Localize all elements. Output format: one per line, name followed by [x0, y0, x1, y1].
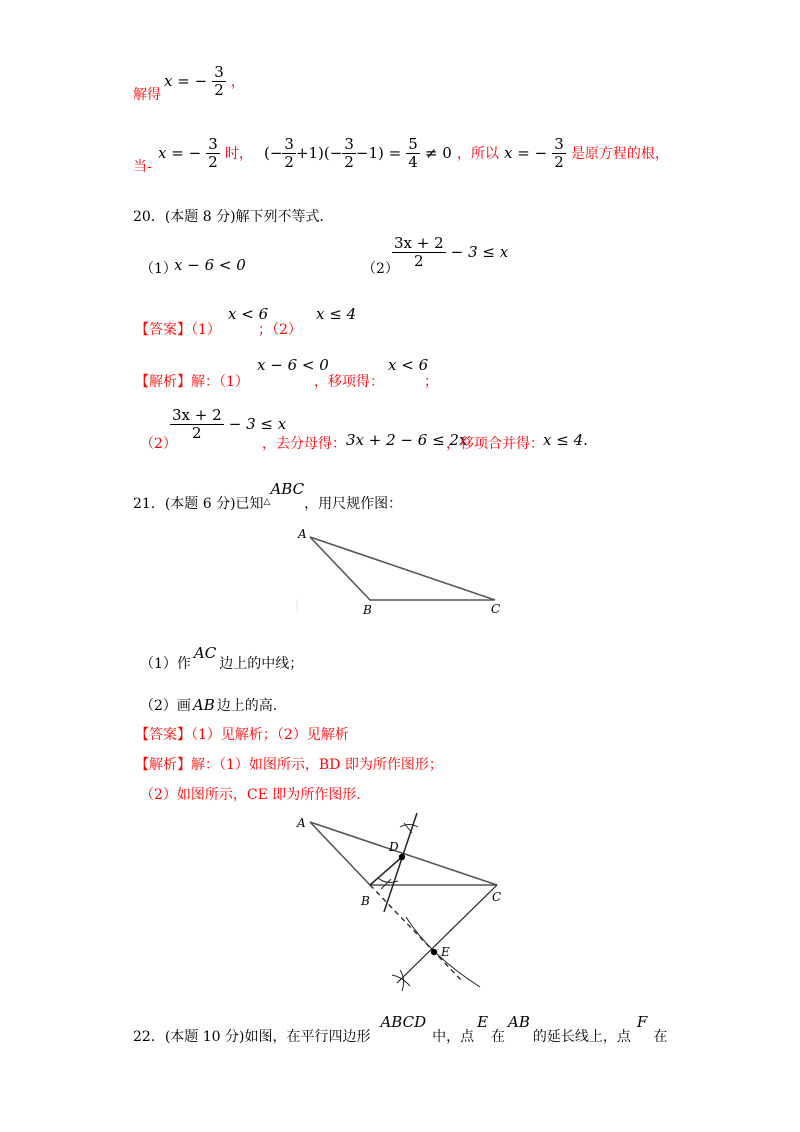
q20-eq-b: x ≤ 4.: [543, 431, 588, 449]
arc-mark-top: [400, 825, 418, 828]
label-b: B: [361, 894, 370, 908]
q20-semicolon: ；: [424, 374, 438, 390]
q20-step-b: ，移项合并得：: [446, 436, 544, 452]
q21-answer: 【答案】（1）见解析；（2）见解析: [135, 727, 349, 743]
when-label: 当-: [133, 159, 152, 175]
q20-part1-label: （1）: [140, 261, 177, 277]
label-e: E: [441, 945, 450, 959]
point-e: [431, 949, 437, 955]
label-a: A: [297, 816, 306, 830]
q21-heading: 21．(本题 6 分)已知△ABC，用尺规作图：: [133, 480, 403, 512]
q20-analysis-fraction: $\frac{3x + 2}{2}$ − 3 ≤ x: [172, 406, 287, 442]
q21-part1: （1）作AC边上的中线；: [140, 644, 304, 672]
q20-analysis-tag: 【解析】解：（1）: [135, 374, 249, 390]
solution-expression: x = − $\frac{3}{2}$ ，: [164, 63, 245, 99]
construction-figure: [290, 805, 520, 1005]
q20-inequality-1: x − 6 < 0: [174, 256, 246, 274]
q20-inequality-2: $\frac{3x + 2}{2}$ − 3 ≤ x: [394, 234, 509, 270]
q20-step-a: ，去分母得：: [262, 436, 346, 452]
bisector-line: [384, 813, 417, 912]
q21-analysis-2: （2）如图所示，CE 即为所作图形.: [140, 787, 361, 803]
height-ce: [397, 885, 497, 983]
q20-heading: 20．(本题 8 分)解下列不等式．: [133, 209, 334, 225]
q20-move-label: ，移项得：: [314, 374, 384, 390]
q20-answer-tag: 【答案】（1）: [135, 322, 221, 338]
q20-eq-a: 3x + 2 − 6 ≤ 2x: [346, 431, 468, 449]
fraction-3-2: $\frac{3}{2}$: [214, 63, 224, 99]
q21-analysis-1: 【解析】解：（1）如图所示，BD 即为所作图形；: [135, 757, 443, 773]
q20-answer-sep: ；（2）: [258, 322, 302, 338]
label-a: A: [298, 527, 307, 541]
solve-label: 解得: [133, 87, 161, 103]
label-c: C: [492, 890, 502, 904]
q21-part2: （2）画 AB 边上的高.: [140, 696, 278, 714]
label-d: D: [389, 840, 399, 854]
q20-answer-1: x < 6: [228, 305, 269, 323]
q20-answer-2: x ≤ 4: [316, 305, 357, 323]
label-c: C: [491, 602, 501, 616]
verification-expression: x = − $\frac{3}{2}$ 时， (− $\frac{3}{2}$ +1)(− $\frac{3}{2}$ −1) = $\frac{5}{4}$ ≠ 0 ，所以 x = − $\frac{3}{2}$ 是原方程的根，: [158, 135, 669, 171]
q20-analysis-ineq: x − 6 < 0: [257, 356, 329, 374]
label-b: B: [363, 603, 372, 617]
point-d: [399, 854, 405, 860]
q20-analysis-result: x < 6: [388, 356, 429, 374]
triangle-abc: [310, 537, 495, 600]
q20-analysis-part2-label: （2）: [140, 436, 177, 452]
q20-part2-label: （2）: [362, 261, 399, 277]
q22-heading: 22．(本题 10 分)如图，在平行四边形ABCD中，点E在AB的延长线上，点F在: [133, 1013, 668, 1045]
triangle-figure: [290, 525, 520, 620]
